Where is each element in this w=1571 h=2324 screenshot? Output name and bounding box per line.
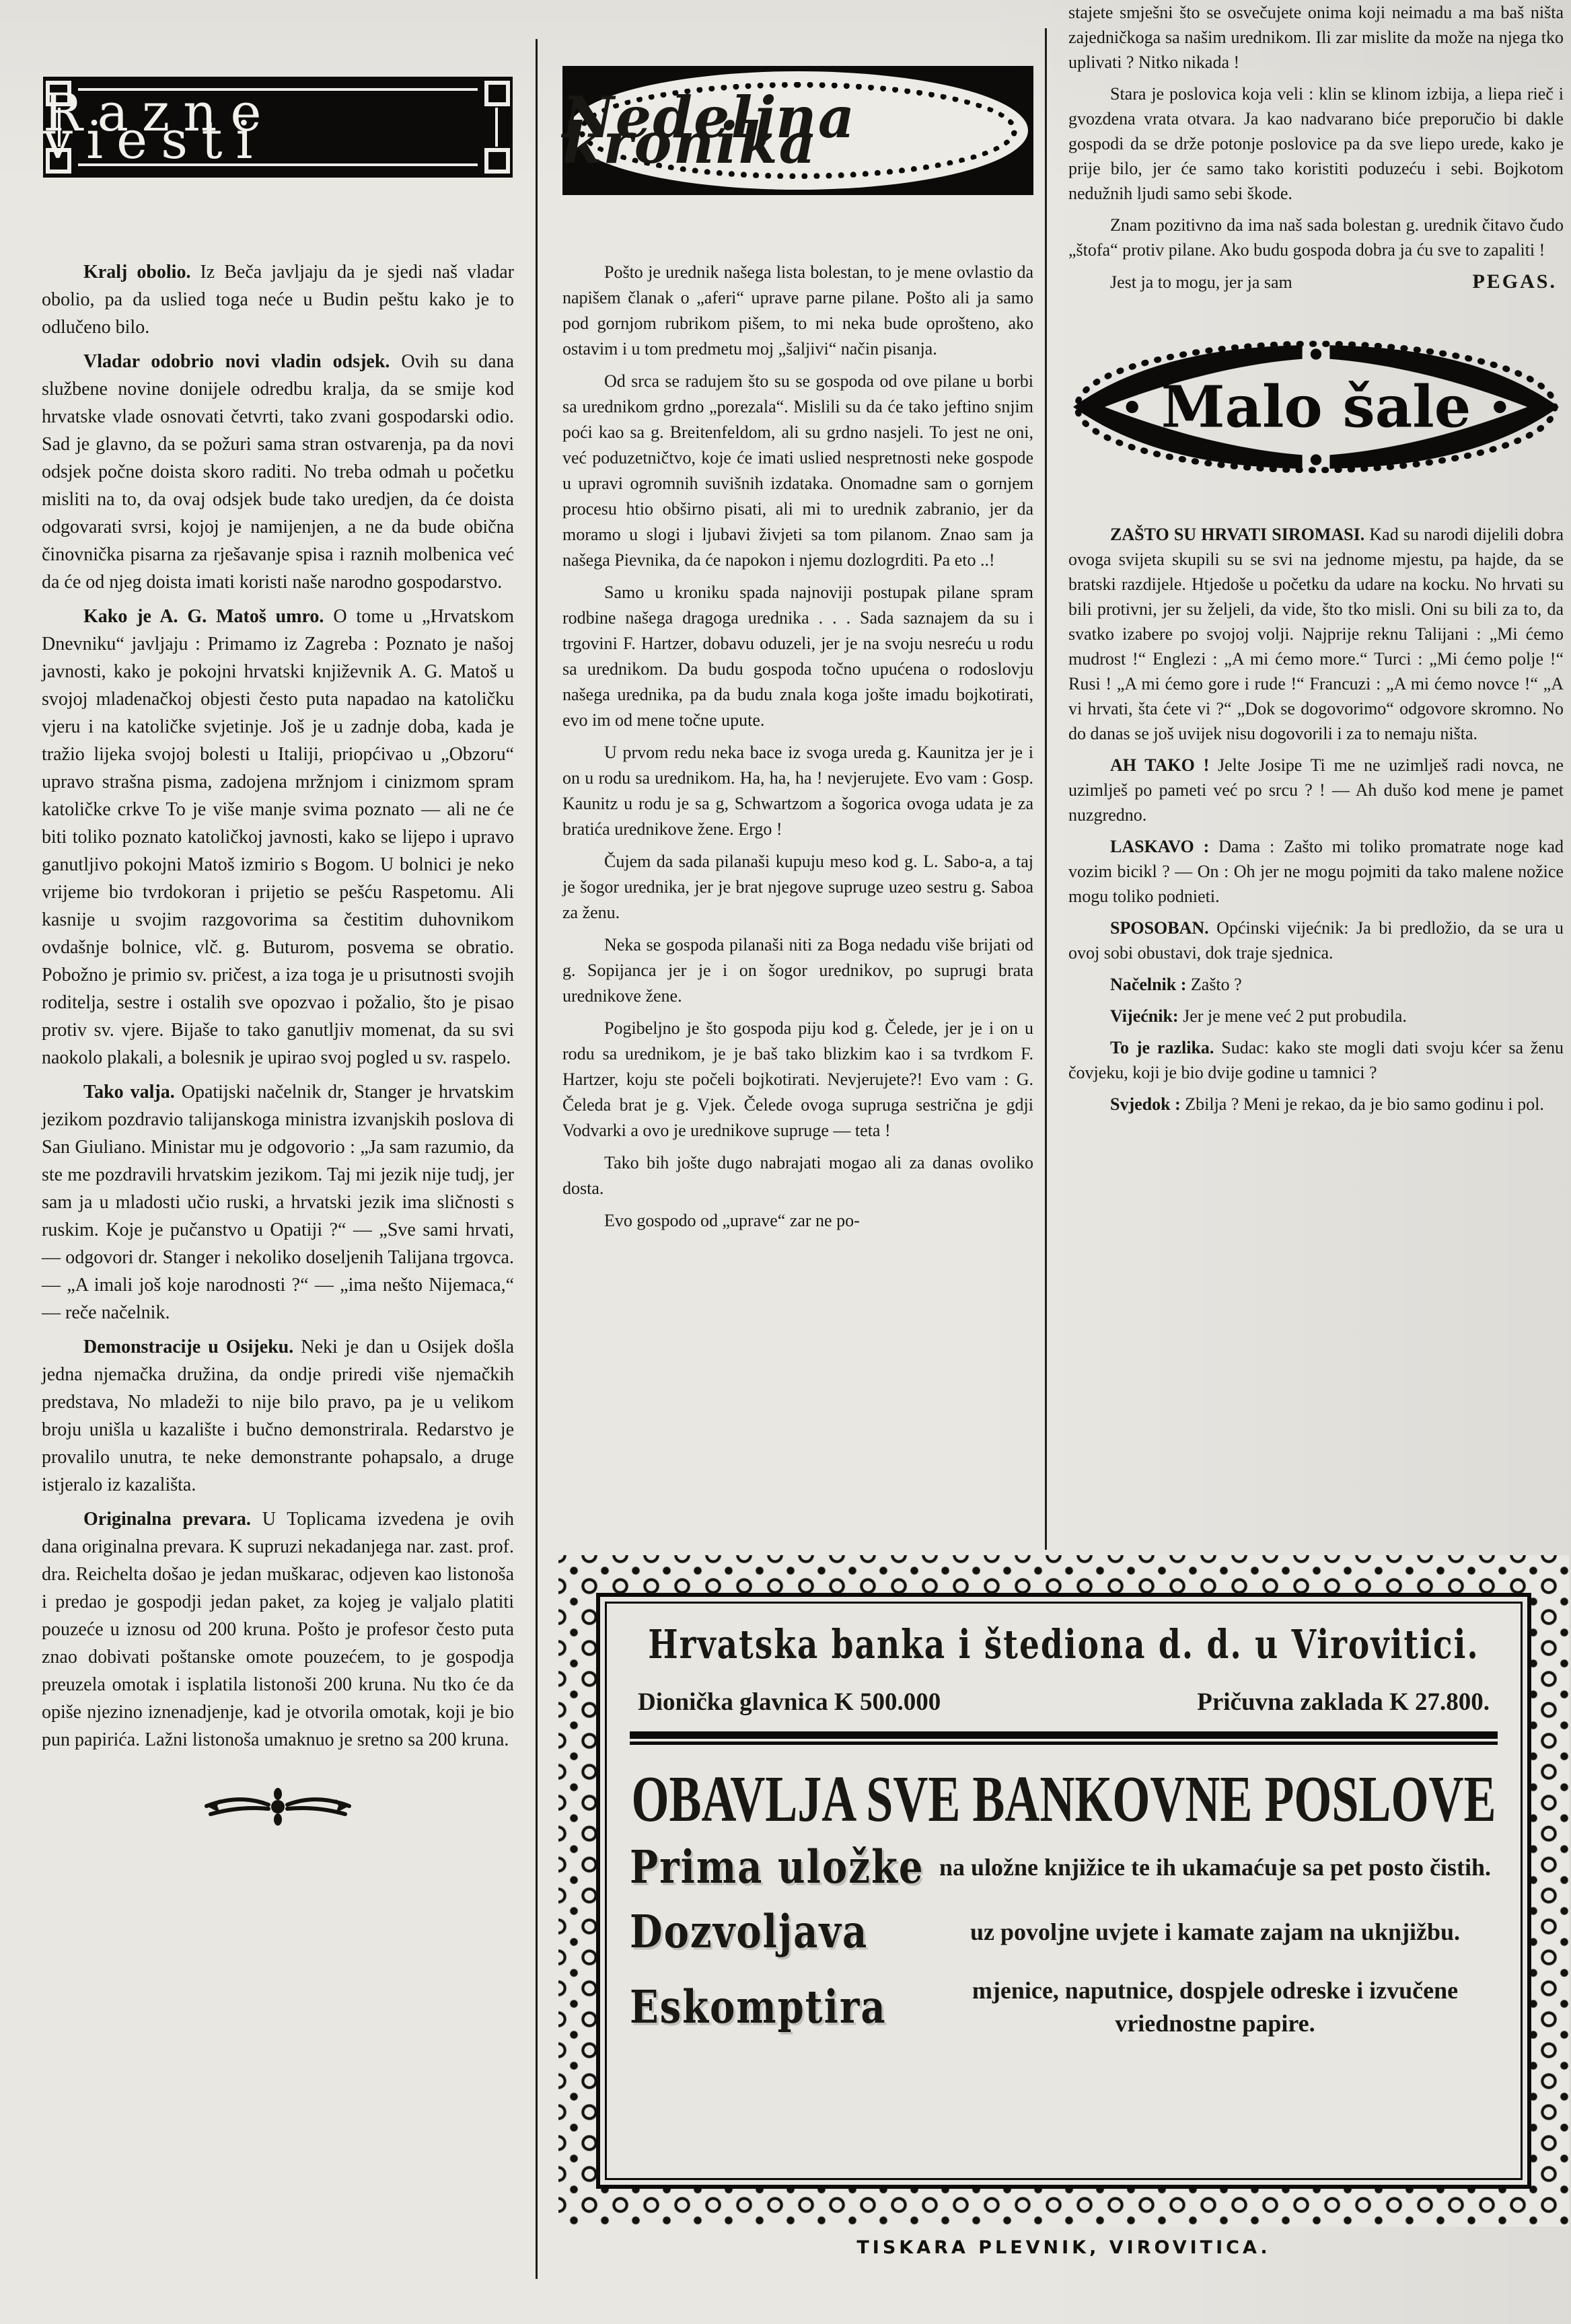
ad-service-name: Eskomptira <box>630 1980 887 2034</box>
ad-service-row <box>630 1974 1498 2039</box>
article-kralj-obolio <box>42 258 514 341</box>
ad-service-row <box>630 1840 1498 1894</box>
razne-viesti-header <box>43 77 513 178</box>
ad-bank-name: Hrvatska banka i štediona d. d. u Virovitici. <box>648 1622 1479 1668</box>
joke-lead: Vijećnik: <box>1110 1006 1179 1026</box>
joke-body: Sudac: kako ste mogli dati svoju kćer sa ženu čovjeku, koji je bio dvije godine u tamnici ? <box>1068 1038 1564 1082</box>
floral-border-ornament-icon <box>558 1555 1569 2226</box>
ad-service-name: Dozvoljava <box>630 1905 869 1959</box>
kronika-paragraph: Pošto je urednik našega lista bolestan, to je mene ovlastio da napišem članak o „aferi“ uprave parne pilane. Pošto ali ja samo pod gornjom rubrikom pišem, to mi neka bude oprošteno, ako ostavim i u tom predmetu moj „šaljivi“ način pisanja. <box>562 262 1033 359</box>
ad-banner-text: OBAVLJA SVE BANKOVNE POSLOVE <box>631 1762 1496 1836</box>
joke-item <box>1068 915 1564 965</box>
ad-service-desc: uz povoljne uvjete i kamate zajam na uknjižbu. <box>970 1918 1460 1945</box>
joke-lead: LASKAVO : <box>1110 837 1210 856</box>
article-lead: Kralj obolio. <box>83 262 191 283</box>
kronika-paragraph: Neka se gospoda pilanaši niti za Boga nedadu više brijati od g. Sopijanca jer je i on šogor urednikov, po suprugi brata urednikove žene. <box>562 935 1033 1006</box>
joke-item <box>1068 522 1564 746</box>
left-column <box>42 75 514 1836</box>
ad-reserve-fund: Pričuvna zaklada K 27.800. <box>1197 1688 1490 1716</box>
joke-item <box>1068 1035 1564 1085</box>
ad-service-row <box>630 1905 1498 1959</box>
article-originalna-prevara <box>42 1505 514 1754</box>
joke-lead: Svjedok : <box>1110 1094 1181 1114</box>
nedeljna-kronika-title: Nedeljna kronika <box>562 84 856 176</box>
kronika-paragraph: Samo u kroniku spada najnoviji postupak pilane spram rodbine našega dragoga urednika . . . Sada saznajem da su i trgovini F. Hartzer, dobavu oduzeli, jer je na svoju nesreću u rodu sa urednikom. Da budu gospoda točno upućena o rodoslovju našega urednika, pa da budu znala koga jošte imadu bojkotirati, evo im od mene točne upute. <box>562 583 1033 730</box>
joke-item <box>1068 1092 1564 1117</box>
joke-body: Zbilja ? Meni je rekao, da je bio samo godinu i pol. <box>1185 1094 1544 1114</box>
joke-lead: ZAŠTO SU HRVATI SIROMASI. <box>1110 525 1365 544</box>
article-demonstracije <box>42 1333 514 1499</box>
joke-lead: SPOSOBAN. <box>1110 918 1209 938</box>
joke-body: Jer je mene već 2 put probudila. <box>1183 1006 1407 1026</box>
author-signature: PEGAS. <box>1472 270 1557 293</box>
article-body: Neki je dan u Osijek došla jedna njemačka družina, da ondje priredi više njemačkih predstava, No mladeži to nije bilo pravo, pa je u velikom broju unišla u kazalište i bučno demonstrirala. Redarstvo je provalilo unutra, te neke demonstrante pohapsalo, a druge istjeralo iz kazališta. <box>42 1337 515 1495</box>
ad-divider-rule <box>630 1731 1498 1745</box>
ad-frame <box>596 1593 1531 2189</box>
razne-viesti-title: Razne viesti <box>43 83 275 171</box>
joke-lead: To je razlika. <box>1110 1038 1214 1057</box>
malo-sale-ornament-icon <box>1068 338 1564 476</box>
article-lead: Demonstracije u Osijeku. <box>83 1337 294 1357</box>
article-lead: Tako valja. <box>83 1082 175 1102</box>
article-body: Iz Beča javljaju da je sjedi naš vladar obolio, pa da uslied toga neće u Budin peštu kako je to odlučeno bilo. <box>42 262 515 338</box>
printer-imprint: TISKARA PLEVNIK, VIROVITICA. <box>856 2237 1271 2258</box>
article-lead: Vladar odobrio novi vladin odsjek. <box>83 351 390 372</box>
malo-sale-title: Malo šale <box>1161 373 1471 441</box>
column-divider-left <box>536 39 538 2279</box>
article-body: Opatijski načelnik dr, Stanger je hrvatskim jezikom pozdravio talijanskoga ministra izvanjskih poslova di San Giuliano. Ministar mu je odgovorio : „Ja sam razumio, da ste me pozdravili hrvatskim jezikom. Taj mi jezik nije tudj, jer sam ja u mladosti učio ruski, a hrvatski jezik ima sličnosti s ruskim. Koje je pučanstvo u Opatiji ?“ — „Sve sami hrvati, — odgovori dr. Stanger i nekoliko doseljenih Talijana trgovca. — „A imali još koje narodnosti ?“ — „ima nešto Nijemaca,“ — reče načelnik. <box>42 1082 514 1323</box>
article-body: U Toplicama izvedena je ovih dana originalna prevara. K supruzi nekadanjega nar. zast. prof. dra. Reichelta došao je jedan muškarac, odjeven kao listonoša i predao je gospodji jedan paket, za kojeg je valjalo platiti pouzeće u iznosu od 200 kruna. Pošto je profesor često puta znao dobivati poštanske omote pouzećem, to je gospodja preuzela omotak i isplatila listonoši 200 kruna. Nu tko će da opiše njezino iznenadjenje, kad je otvorila omotak, koji je bio pun papirića. Lažni listonoša umaknuo je sretno sa 200 kruna. <box>42 1509 515 1750</box>
middle-column <box>562 66 1033 1240</box>
article-vladin-odsjek <box>42 348 514 596</box>
ad-capital-row <box>607 1667 1521 1727</box>
joke-body: Zašto ? <box>1190 975 1242 994</box>
kronika-paragraph: Evo gospodo od „uprave“ zar ne po- <box>604 1211 860 1230</box>
joke-body: Kad su narodi dijelili dobra ovoga svijeta skupili su se svi na jednome mjestu, pa hajde, da se bratski razdijele. Htjedoše u početku da udare na kocku. No hrvati su bili protivni, jer su željeli, da vide, što tko misli. Oni su bili za to, da svatko izabere po svojoj volji. Najprije reknu Talijani : „Mi ćemo mudrost !“ Englezi : „A mi ćemo more.“ Turci : „Mi ćemo polje !“ Rusi ! „A mi ćemo gore i rude !“ Francuzi : „A mi ćemo novce !“ „A vi hrvati, šta ćete vi ?“ „Dok se dogovorimo“ odgovore skromno. No do danas se još uvijek nisu dogovorili i za to nemaju ništa. <box>1068 525 1564 743</box>
kronika-paragraph: Pogibeljno je što gospoda piju kod g. Čelede, jer je i on u rodu sa urednikom, je je baš tako blizkim kao i sa tvrdkom F. Hartzer, koju ste počeli bojkotirati. Nevjerujete?! Evo vam : G. Čeleda brat je g. Vjek. Čelede ovoga supruga sestrična je gdji Vodvarki a ovo je urednikove supruge — teta ! <box>562 1018 1033 1140</box>
ad-content <box>605 1602 1523 2180</box>
kronika-paragraph: U prvom redu neka bace iz svoga ureda g. Kaunitza jer je i on u rodu sa urednikom. Ha, ha, ha ! nevjerujete. Evo vam : Gosp. Kaunitz u rodu je sa g, Schwartzom a šogorica ovoga udata je za bratića urednikove žene. Ergo ! <box>562 743 1033 839</box>
bank-advertisement <box>558 1555 1569 2226</box>
article-lead: Kako je A. G. Matoš umro. <box>83 606 324 627</box>
kronika-continuation-paragraph: stajete smješni što se osvečujete onima koji neimadu a ma baš ništa zajedničkoga sa našim urednikom. Ili zar mislite da može na njega tko uplivati ? Nitko nikada ! <box>1068 3 1564 72</box>
column-divider-right <box>1045 28 1047 1550</box>
kronika-paragraph: Čujem da sada pilanaši kupuju meso kod g. L. Sabo-a, a taj je šogor urednika, jer je brat njegove supruge uzeo sestru g. Saboa za ženu. <box>562 852 1033 922</box>
joke-item <box>1068 834 1564 909</box>
ad-share-capital: Dionička glavnica K 500.000 <box>638 1688 941 1716</box>
joke-lead: AH TAKO ! <box>1110 755 1210 775</box>
article-lead: Originalna prevara. <box>83 1509 251 1530</box>
joke-item <box>1068 753 1564 827</box>
joke-body: Dama : Zašto mi toliko promatrate noge kad vozim bicikl ? — On : Oh jer ne mogu pojmiti da tako malene nožice mogu toliko podnieti. <box>1068 837 1564 906</box>
article-tako-valja <box>42 1078 514 1326</box>
ad-service-name: Prima uložke <box>630 1840 924 1894</box>
signature-line <box>1068 269 1564 295</box>
kronika-continuation-paragraph: Znam pozitivno da ima naš sada bolestan g. urednik čitavo čudo „štofa“ protiv pilane. Ako budu gospoda dobra ja ću sve to zapaliti ! <box>1068 215 1564 260</box>
ad-service-desc: na uložne knjižice te ih ukamaćuje sa pet posto čistih. <box>939 1853 1491 1881</box>
article-matos-umro <box>42 603 514 1072</box>
joke-item <box>1068 1004 1564 1028</box>
article-body: O tome u „Hrvatskom Dnevniku“ javljaju : Primamo iz Zagreba : Poznato je našoj javnosti, kako je pokojni hrvatski književnik A. G. Matoš u svojoj mladenačkoj objesti često puta napadao na katoličku vjeru i na katoličke svjetinje. Još je u zadnje doba, kada je tražio lijeka svojoj bolesti u Italiji, priopćivao u „Obzoru“ upravo strašna pisma, zadojena mržnjom i cinizmom spram katoličke crkve To je više manje svima poznato — ali ne će biti toliko poznato katoličkoj javnosti, kako se lijepo i upravo ganutljivo pokojni Matoš izmirio s Bogom. U bolnici je neko vrijeme bio tvrdokoran i prijetio se pešću Raspetomu. Ali kasnije u svojim razgovorima sa čestitim duhovnikom ovdašnje bolnice, vlč. g. Buturom, posvema se obratio. Pobožno je primio sv. pričest, a iza toga je u prisutnosti svojih roditelja, sestre i ostalih sve opozvao i požalio, što je pisao protiv sv. vjere. Bijaše to tako ganutljiv momenat, da su svi naokolo plakali, a bolesnik je upirao svoj pogled u sv. raspelo. <box>42 606 515 1068</box>
article-body: Ovih su dana službene novine donijele odredbu kralja, da se smije kod hrvatske vlade osnovati četvrti, tako zvani gospodarski odio. Sad je glavno, da se požuri sama stran ostvarenja, pa da novi odsjek počne doista skoro raditi. No treba odmah u početku misliti na to, da ovaj odsjek bude tako uredjen, da će doista odgovarati svrsi, kojoj je namijenjen, a ne da bude obična činovnička pisarna za rješavanje spisa i raznih molbenica već da će od njeg doista imati koristi naše narodno gospodarstvo. <box>42 351 514 593</box>
joke-body: Općinski vijećnik: Ja bi predložio, da se ura u ovoj sobi obustavi, dok traje sjednica. <box>1068 918 1564 963</box>
signature-text: Jest ja to mogu, jer ja sam <box>1110 272 1292 292</box>
joke-lead: Načelnik : <box>1110 975 1187 994</box>
kronika-paragraph: Od srca se radujem što su se gospoda od ove pilane u borbi sa urednikom grdno „porezala“. Mislili su da će tako jeftino snjim poći kao sa g. Breitenfeldom, ali su grdno nasjeli. To jest ne oni, već poduzetničtvo, koje će imati uslied nespretnosti neke gospode u upravi ogromnih suvišnih izdataka. Onomadne sam o gornjem procesu htio obširno pisati, ali mi to urednik zabranio, jer da moramo u slogi i ljubavi živjeti sa tom pilanom. Znao sam ja našega Pievnika, da će napokon i njemu dozlogrditi. Pa eto ..! <box>562 371 1033 570</box>
joke-body: Jelte Josipe Ti me ne uzimlješ radi novca, ne uzimlješ po pameti već po srcu ? ! — Ah dušo kod mene je pamet nuzgredno. <box>1068 755 1564 825</box>
fleuron-icon <box>42 1785 514 1836</box>
joke-item <box>1068 972 1564 997</box>
kronika-paragraph: Tako bih jošte dugo nabrajati mogao ali za danas ovoliko dosta. <box>562 1153 1033 1198</box>
ad-service-desc: mjenice, naputnice, dospjele odreske i izvučene vriednostne papire. <box>972 1977 1459 2037</box>
right-column <box>1068 0 1564 1123</box>
kronika-continuation-paragraph: Stara je poslovica koja veli : klin se klinom izbija, a liepa rieč i gvozdena vrata otvara. Ja kao nadvarano biće preporučio bi dakle gospodi da se drže potonje poslovice pa da sve liepo urede, kako je prije bilo, jer će samo tako koristiti poduzeću i sebi. Bojkotom nedužnih ljudi samo sebi škode. <box>1068 84 1564 203</box>
nedeljna-kronika-header <box>562 66 1033 195</box>
malo-sale-header <box>1068 338 1561 483</box>
